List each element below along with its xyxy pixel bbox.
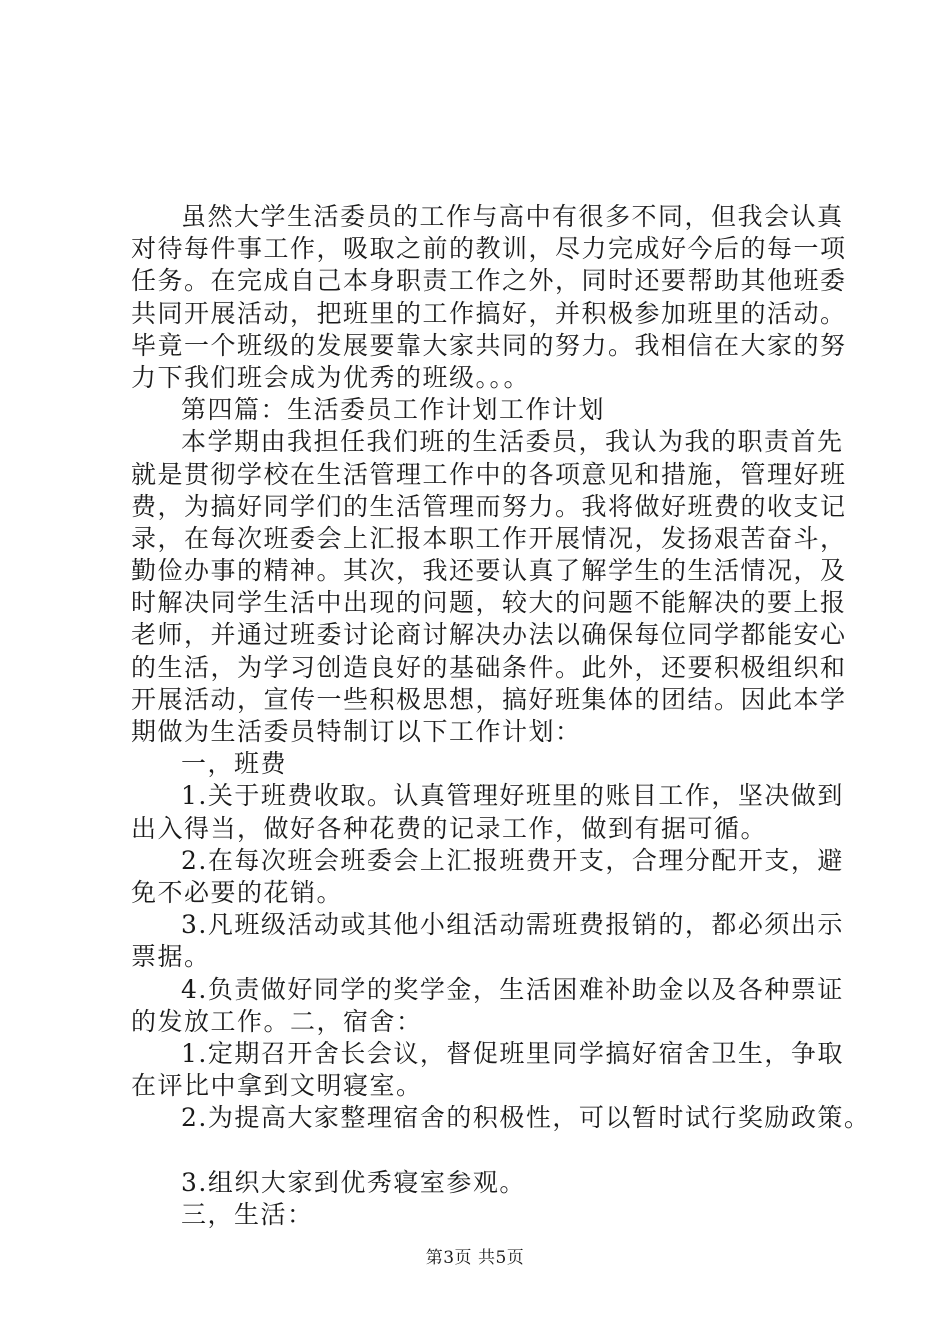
paragraph-line: 录，在每次班委会上汇报本职工作开展情况，发扬艰苦奋斗，	[131, 523, 847, 553]
paragraph-line: 共同开展活动，把班里的工作搞好，并积极参加班里的活动。	[131, 298, 847, 328]
paragraph-line: 的生活，为学习创造良好的基础条件。此外，还要积极组织和	[131, 652, 847, 682]
blank-line	[131, 1134, 851, 1166]
paragraph-line: 本学期由我担任我们班的生活委员，我认为我的职责首先	[181, 427, 844, 457]
paragraph-line: 费，为搞好同学们的生活管理而努力。我将做好班费的收支记	[131, 491, 847, 521]
paragraph-line: 任务。在完成自己本身职责工作之外，同时还要帮助其他班委	[131, 266, 847, 296]
paragraph-line: 时解决同学生活中出现的问题，较大的问题不能解决的要上报	[131, 588, 847, 618]
list-item-line: 的发放工作。二，宿舍：	[131, 1006, 423, 1036]
list-item-line: 1.关于班费收取。认真管理好班里的账目工作，坚决做到	[181, 781, 844, 811]
paragraph-line: 毕竟一个班级的发展要靠大家共同的努力。我相信在大家的努	[131, 330, 847, 360]
list-item-line: 3.组织大家到优秀寝室参观。	[181, 1167, 526, 1197]
section-heading: 第四篇：生活委员工作计划工作计划	[181, 395, 606, 425]
list-item-line: 出入得当，做好各种花费的记录工作，做到有据可循。	[131, 813, 768, 843]
paragraph-line: 力下我们班会成为优秀的班级。。。	[131, 362, 531, 392]
list-item-line: 4.负责做好同学的奖学金，生活困难补助金以及各种票证	[181, 974, 844, 1004]
list-item-line: 免不必要的花销。	[131, 877, 344, 907]
subsection-heading: 三，生活：	[181, 1199, 314, 1229]
subsection-heading: 一，班费	[181, 749, 288, 779]
list-item-line: 在评比中拿到文明寝室。	[131, 1071, 423, 1101]
paragraph-line: 期做为生活委员特制订以下工作计划：	[131, 717, 582, 746]
paragraph-line: 勤俭办事的精神。其次，我还要认真了解学生的生活情况，及	[131, 556, 847, 586]
list-item-line: 票据。	[131, 942, 211, 972]
list-item-line: 2.为提高大家整理宿舍的积极性，可以暂时试行奖励政策。	[181, 1103, 871, 1133]
list-item-line: 2.在每次班会班委会上汇报班费开支，合理分配开支，避	[181, 845, 844, 875]
page-number-footer: 第3页 共5页	[425, 1248, 525, 1268]
document-body	[131, 201, 871, 1231]
paragraph-line: 老师，并通过班委讨论商讨解决办法以确保每位同学都能安心	[131, 620, 847, 650]
paragraph-line: 对待每件事工作，吸取之前的教训，尽力完成好今后的每一项	[131, 234, 847, 264]
list-item-line: 1.定期召开舍长会议，督促班里同学搞好宿舍卫生，争取	[181, 1038, 844, 1068]
paragraph-line: 就是贯彻学校在生活管理工作中的各项意见和措施，管理好班	[131, 459, 847, 489]
paragraph-line: 开展活动，宣传一些积极思想，搞好班集体的团结。因此本学	[131, 684, 847, 714]
list-item-line: 3.凡班级活动或其他小组活动需班费报销的，都必须出示	[181, 910, 844, 940]
paragraph-line: 虽然大学生活委员的工作与高中有很多不同，但我会认真	[181, 202, 844, 231]
